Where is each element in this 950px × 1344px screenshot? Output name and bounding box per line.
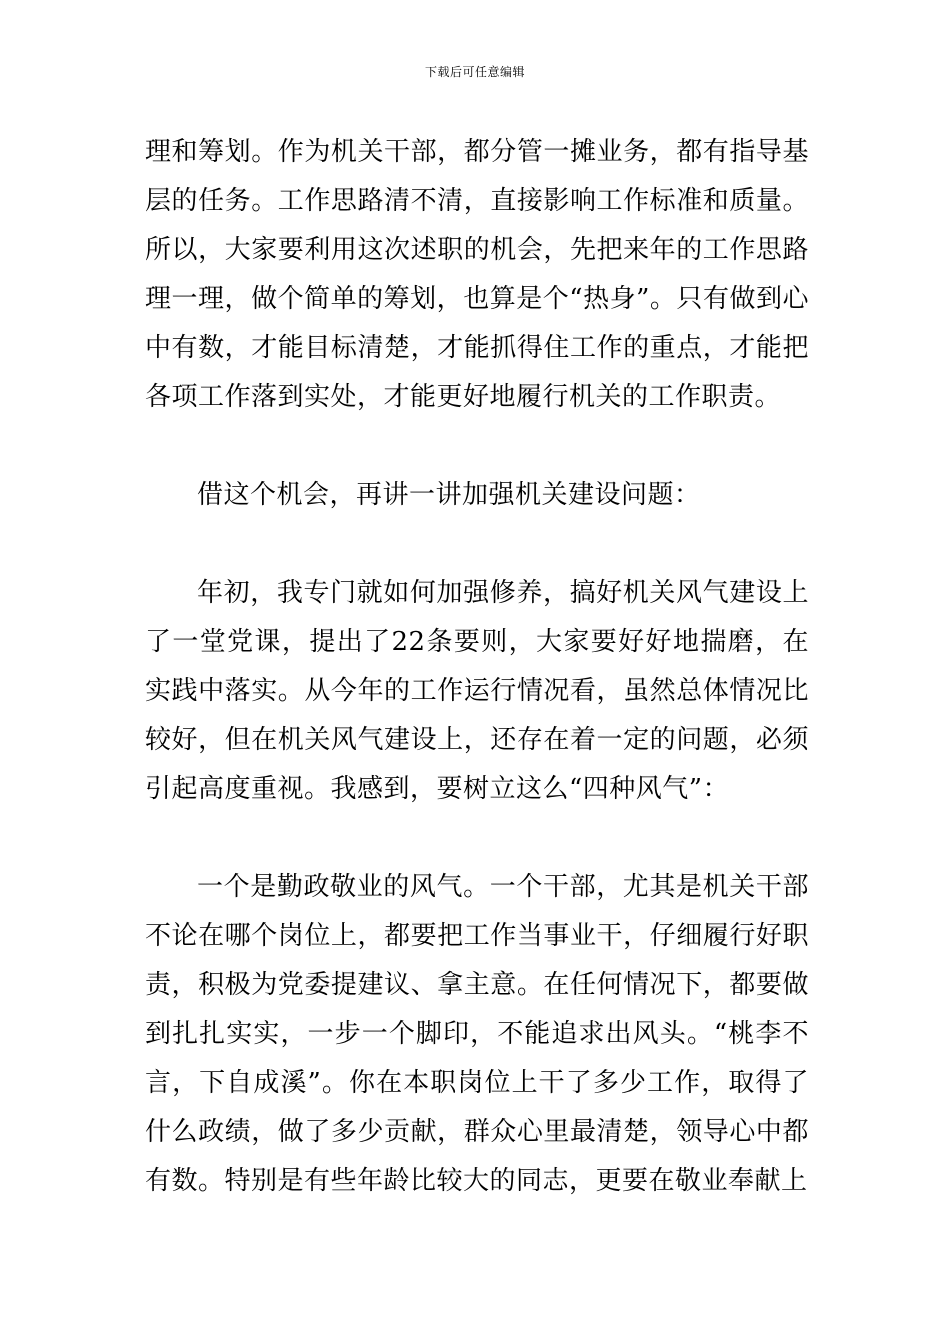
document-body: [145, 128, 809, 1206]
paragraph-continuation: 理和筹划。作为机关干部，都分管一摊业务，都有指导基层的任务。工作思路清不清，直接影响工作标准和质量。所以，大家要利用这次述职的机会，先把来年的工作思路理一理，做个简单的筹划，也算是个“热身”。只有做到心中有数，才能目标清楚，才能抓得住工作的重点，才能把各项工作落到实处，才能更好地履行机关的工作职责。: [145, 137, 809, 412]
page-header: 下载后可任意编辑: [424, 65, 525, 79]
paragraph-diligence: 一个是勤政敬业的风气。一个干部，尤其是机关干部不论在哪个岗位上，都要把工作当事业干，仔细履行好职责，积极为党委提建议、拿主意。在任何情况下，都要做到扎扎实实，一步一个脚印，不能追求出风头。“桃李不言，下自成溪”。你在本职岗位上干了多少工作，取得了什么政绩，做了多少贡献，群众心里最清楚，领导心中都有数。特别是有些年龄比较大的同志，更要在敬业奉献上: [145, 872, 809, 1196]
paragraph-intro: 借这个机会，再讲一讲加强机关建设问题：: [197, 480, 701, 510]
paragraph-gap: [145, 814, 809, 863]
paragraph-party-lesson: 年初，我专门就如何加强修养，搞好机关风气建设上了一堂党课，提出了22条要则，大家要好好地揣磨，在实践中落实。从今年的工作运行情况看，虽然总体情况比较好，但在机关风气建设上，还存在着一定的问题，必须引起高度重视。我感到，要树立这么“四种风气”：: [145, 578, 809, 804]
paragraph-gap: [145, 422, 809, 471]
paragraph-gap: [145, 520, 809, 569]
